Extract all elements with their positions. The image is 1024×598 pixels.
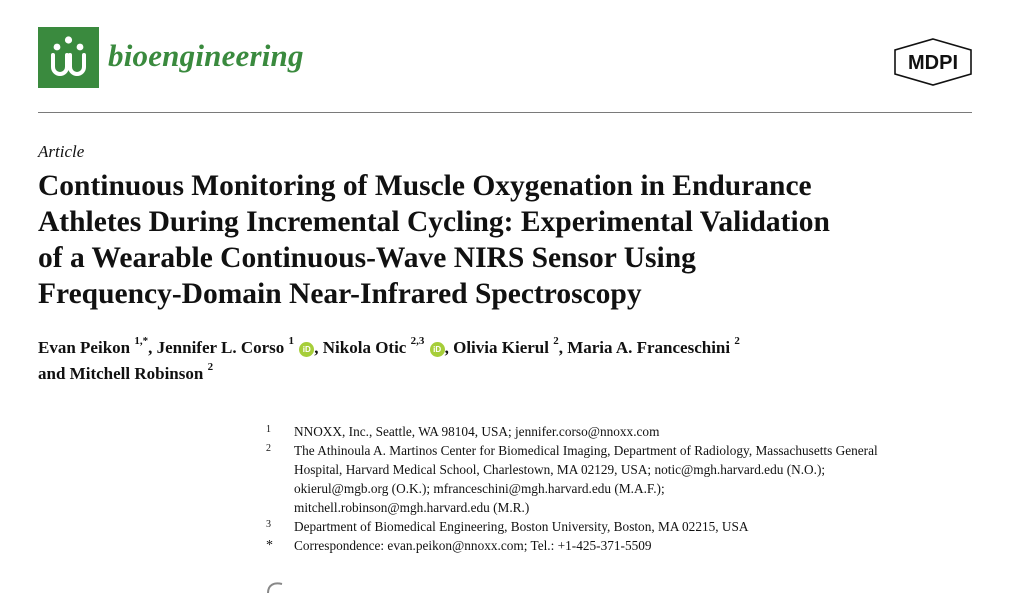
- affiliation-line: Department of Biomedical Engineering, Boston University, Boston, MA 02215, USA: [294, 519, 749, 534]
- orcid-icon[interactable]: iD: [299, 342, 314, 357]
- author-affiliation-sup: 2,3: [410, 335, 425, 348]
- title-line: Athletes During Incremental Cycling: Experimental Validation: [38, 206, 830, 238]
- affiliation-item: [266, 422, 986, 441]
- author-list: Evan Peikon $^{1,*}$, Jennifer L. Corso $^1$ iD , Nikola Otic $^{2,3}$ iD , Olivia Kierul $^2$, Maria A. Franceschini $^2$ and Mitchell Robinson $^2$: [38, 335, 740, 383]
- affiliation-list: [266, 422, 986, 555]
- journal-name: bioengineering: [108, 38, 304, 73]
- title-line: Continuous Monitoring of Muscle Oxygenation in Endurance: [38, 170, 812, 202]
- author-affiliation-sup: 2: [553, 335, 559, 348]
- correspondence-line: Correspondence: evan.peikon@nnoxx.com; Tel.: +1-425-371-5509: [294, 538, 652, 553]
- article-title: [38, 168, 988, 312]
- affiliation-item: [266, 441, 986, 517]
- author-name[interactable]: Evan Peikon: [38, 338, 131, 357]
- author-name[interactable]: Nikola Otic: [322, 338, 407, 357]
- author-affiliation-sup: 2: [207, 361, 214, 374]
- mdpi-logo-icon: [894, 38, 972, 86]
- publisher-name: MDPI: [908, 52, 958, 74]
- affiliation-line: The Athinoula A. Martinos Center for Biomedical Imaging, Department of Radiology, Massachusetts General: [294, 443, 878, 458]
- title-line: of a Wearable Continuous-Wave NIRS Sensor Using: [38, 242, 696, 274]
- cropped-icon: [264, 579, 290, 593]
- affiliation-mark: 1: [266, 424, 271, 435]
- author-affiliation-sup: 1,*: [134, 335, 149, 348]
- journal-logo-icon: [38, 27, 99, 88]
- affiliation-line: okierul@mgb.org (O.K.); mfranceschini@mgh.harvard.edu (M.A.F.);: [294, 481, 665, 496]
- author-affiliation-sup: 1: [288, 335, 295, 348]
- orcid-icon[interactable]: iD: [430, 342, 445, 357]
- affiliation-item: [266, 517, 986, 536]
- header-divider: [38, 112, 972, 113]
- affiliation-line: NNOXX, Inc., Seattle, WA 98104, USA; jennifer.corso@nnoxx.com: [294, 424, 660, 439]
- author-name[interactable]: Mitchell Robinson: [69, 364, 204, 383]
- affiliation-item: [266, 536, 986, 555]
- authors-conjunction: and: [38, 364, 66, 383]
- correspondence-mark: *: [266, 538, 273, 553]
- article-type: Article: [38, 142, 85, 161]
- author-name[interactable]: Jennifer L. Corso: [156, 338, 285, 357]
- affiliation-mark: 3: [266, 519, 271, 530]
- title-line: Frequency-Domain Near-Infrared Spectroscopy: [38, 278, 642, 310]
- affiliation-line: mitchell.robinson@mgh.harvard.edu (M.R.): [294, 500, 530, 515]
- author-name[interactable]: Maria A. Franceschini: [567, 338, 731, 357]
- author-name[interactable]: Olivia Kierul: [453, 338, 549, 357]
- author-affiliation-sup: 2: [734, 335, 740, 348]
- affiliation-mark: 2: [266, 443, 271, 454]
- affiliation-line: Hospital, Harvard Medical School, Charlestown, MA 02129, USA; notic@mgh.harvard.edu (N.O.);: [294, 462, 826, 477]
